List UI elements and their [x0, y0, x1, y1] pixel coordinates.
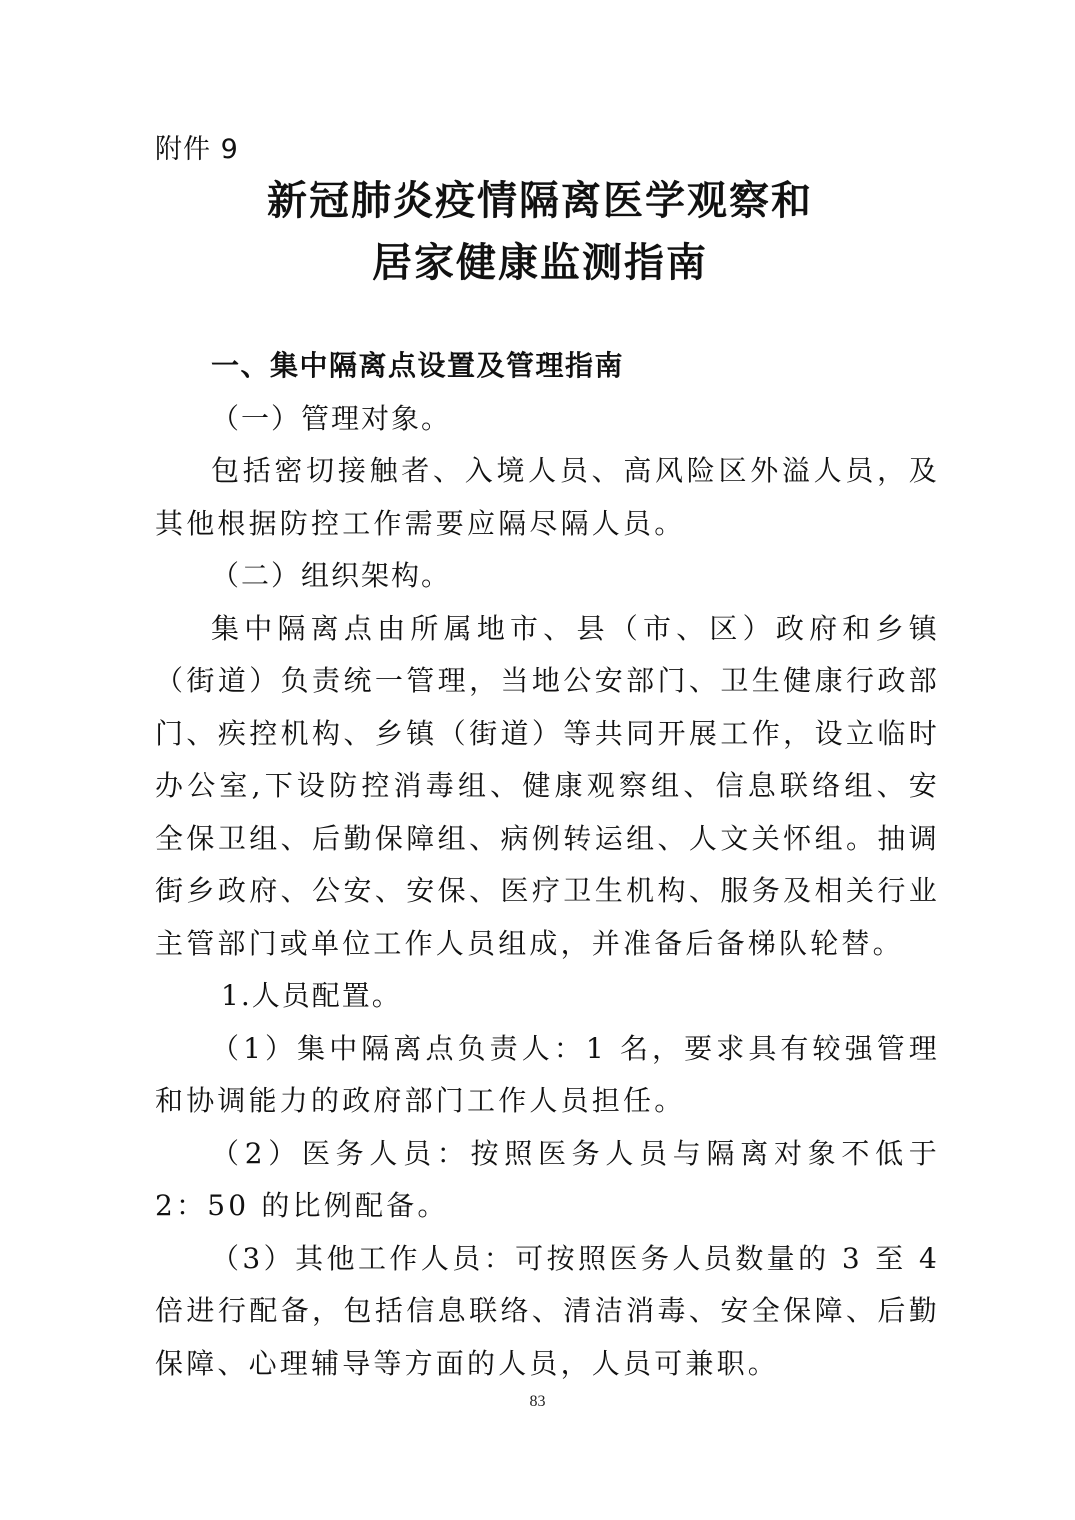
- subsection-heading-management-targets: （一）管理对象。: [211, 401, 452, 435]
- paragraph-management-targets: 包括密切接触者、入境人员、高风险区外溢人员，及其他根据防控工作需要应隔尽隔人员。: [155, 454, 940, 540]
- document-title-line-2: 居家健康监测指南: [372, 240, 708, 286]
- attachment-label: 附件 9: [155, 134, 239, 165]
- document-body: [155, 340, 940, 1390]
- subsection-heading-organization: （二）组织架构。: [211, 559, 452, 592]
- paragraph-organization: 集中隔离点由所属地市、县（市、区）政府和乡镇（街道）负责统一管理，当地公安部门、卫生健康行政部门、疾控机构、乡镇（街道）等共同开展工作，设立临时办公室,下设防控消毒组、健康观察组、信息联络组、安全保卫组、后勤保障组、病例转运组、人文关怀组。抽调街乡政府、公安、安保、医疗卫生机构、服务及相关行业主管部门或单位工作人员组成，并准备后备梯队轮替。: [155, 611, 940, 960]
- section-heading: 一、集中隔离点设置及管理指南: [211, 349, 625, 382]
- page-number: 83: [529, 1393, 546, 1410]
- item-heading-staffing: 1.人员配置。: [221, 979, 402, 1012]
- paragraph-staff-manager: （1）集中隔离点负责人：1 名，要求具有较强管理和协调能力的政府部门工作人员担任。: [155, 1031, 940, 1117]
- paragraph-staff-medical: （2）医务人员：按照医务人员与隔离对象不低于 2：50 的比例配备。: [155, 1136, 940, 1222]
- paragraph-staff-other: （3）其他工作人员：可按照医务人员数量的 3 至 4 倍进行配备，包括信息联络、清洁消毒、安全保障、后勤保障、心理辅导等方面的人员，人员可兼职。: [155, 1241, 940, 1380]
- document-title-line-1: 新冠肺炎疫情隔离医学观察和: [267, 178, 813, 224]
